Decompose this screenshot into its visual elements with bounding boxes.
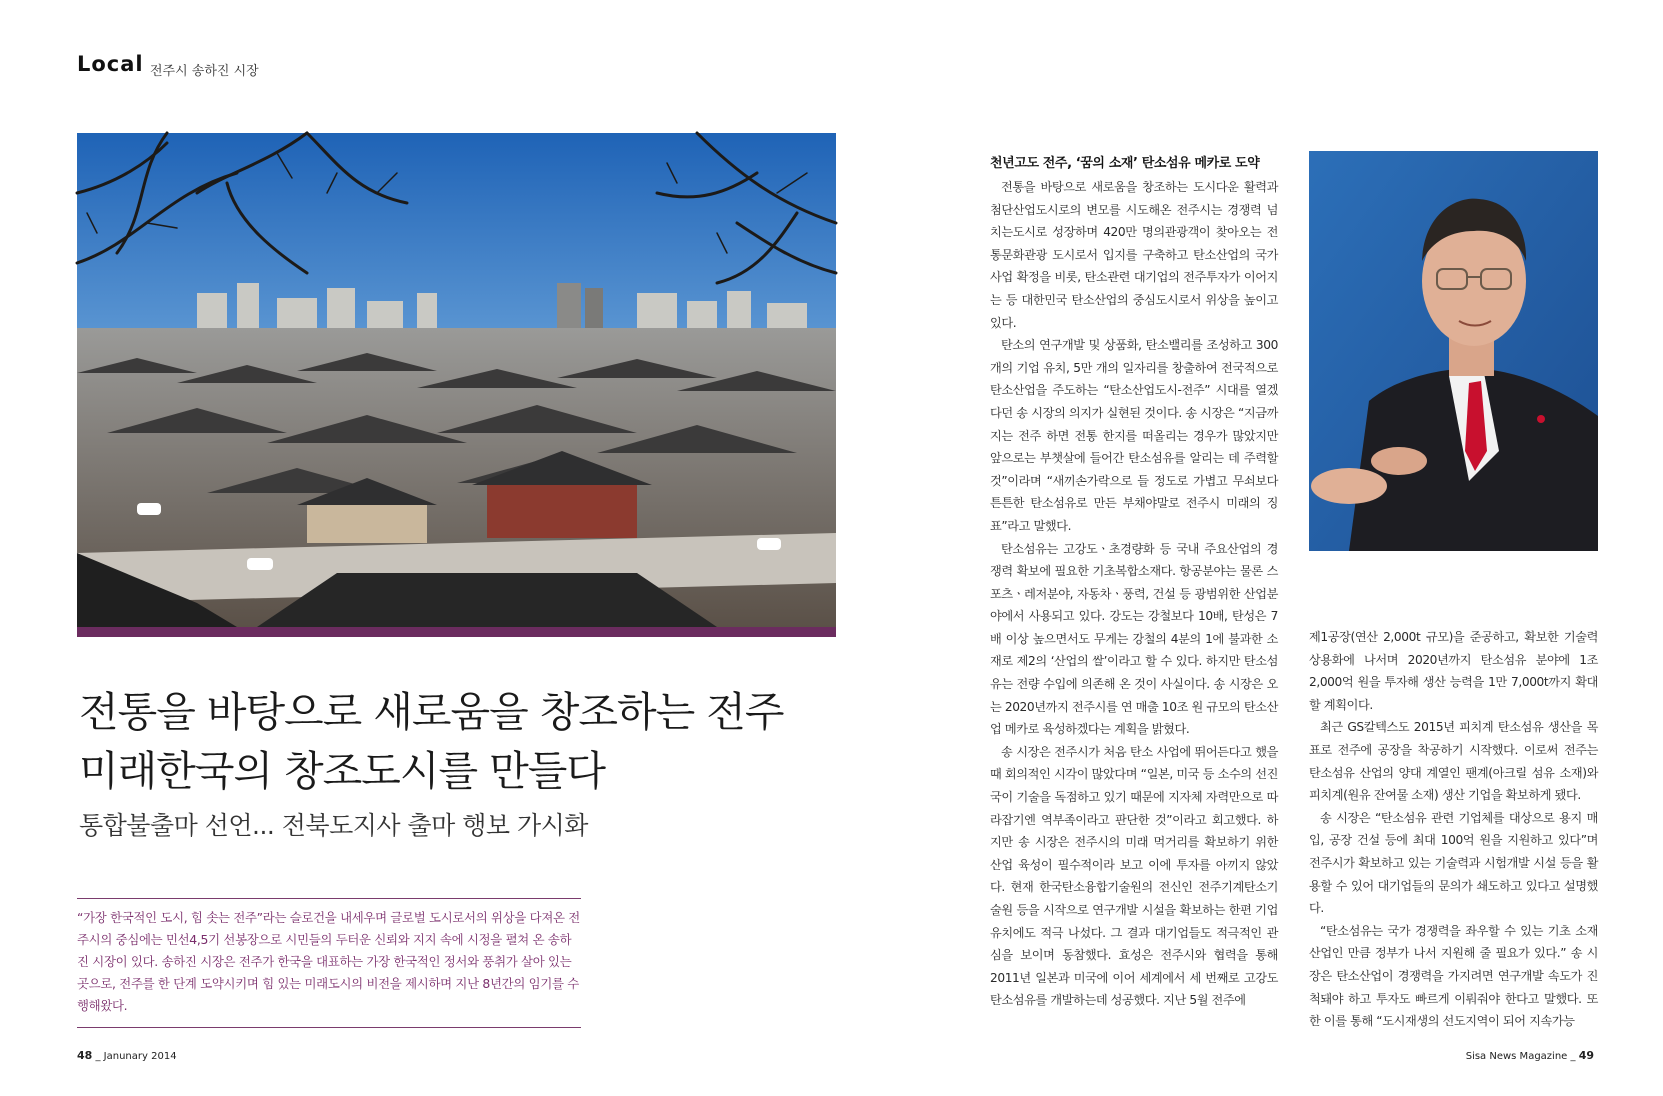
headline-line-1: 전통을 바탕으로 새로움을 창조하는 전주: [79, 688, 784, 736]
section-subtitle: 전주시 송하진 시장: [150, 64, 259, 79]
pull-quote: [77, 898, 581, 1028]
article-subhead: 통합불출마 선언... 전북도지사 출마 행보 가시화: [79, 811, 588, 840]
headline-line-2: 미래한국의 창조도시를 만들다: [79, 747, 605, 795]
page-number-left: 48: [77, 1049, 93, 1062]
body-paragraph: “탄소섬유는 국가 경쟁력을 좌우할 수 있는 기초 소재 산업인 만큼 정부가 나서 지원해 줄 필요가 있다.” 송 시장은 탄소산업이 경쟁력을 가지려면 연구개발 속도가 진척돼야 하고 투자도 빠르게 이뤄줘야 한다고 말했다. 또한 이를 통해 “도시재생의 선도지역이 되어 지속가능: [1309, 923, 1598, 1029]
page-number-right: 49: [1578, 1049, 1594, 1062]
body-column-1: [990, 176, 1278, 1012]
footer-date: _ Janunary 2014: [95, 1051, 177, 1062]
body-paragraph: 탄소섬유는 고강도ㆍ초경량화 등 국내 주요산업의 경쟁력 확보에 필요한 기초복합소재다. 항공분야는 물론 스포츠ㆍ레저분야, 자동차ㆍ풍력, 건설 등 광범위한 산업분야에서 사용되고 있다. 강도는 강철보다 10배, 탄성은 7배 이상 높으면서도 무게는 강철의 4분의 1에 불과한 소재로 제2의 ‘산업의 쌀’이라고 할 수 있다. 하지만 탄소섬유는 전량 수입에 의존해 온 것이 사실이다. 송 시장은 오는 2020년까지 전주시를 연 매출 10조 원 규모의 탄소산업 메카로 육성하겠다는 계획을 밝혔다.: [990, 541, 1279, 737]
body-paragraph: 송 시장은 전주시가 처음 탄소 사업에 뛰어든다고 했을 때 회의적인 시각이 많았다며 “일본, 미국 등 소수의 선진국이 기술을 독점하고 있기 때문에 지자체 자력만으로 따라잡기엔 역부족이라고 판단한 것”이라고 회고했다. 하지만 송 시장은 전주시의 미래 먹거리를 확보하기 위한 산업 육성이 필수적이라 보고 이에 투자를 아끼지 않았다. 현재 한국탄소융합기술원의 전신인 전주기계탄소기술원 등을 시작으로 연구개발 시설을 확보하는 한편 기업 유치에도 적극 나섰다. 그 결과 대기업들도 적극적인 관심을 보이며 동참했다. 효성은 전주시와 협력을 통해 2011년 일본과 미국에 이어 세계에서 세 번째로 고강도 탄소섬유를 개발하는데 성공했다. 지난 5월 전주에: [990, 744, 1278, 1008]
footer-right: [1466, 1049, 1594, 1062]
body-paragraph: 탄소의 연구개발 및 상품화, 탄소밸리를 조성하고 300개의 기업 유치, 5만 개의 일자리를 창출하여 전국적으로 탄소산업을 주도하는 “탄소산업도시-전주” 시대를 열겠다던 송 시장의 의지가 실현된 것이다. 송 시장은 “지금까지는 전주 하면 전통 한지를 떠올리는 경우가 많았지만 앞으로는 부챗살에 들어간 탄소섬유를 알리는 데 주력할 것”이라며 “새끼손가락으로 들 정도로 가볍고 무쇠보다 튼튼한 탄소섬유로 만든 부채야말로 전주시 미래의 징표”라고 말했다.: [990, 338, 1278, 533]
column-heading: 천년고도 전주, ‘꿈의 소재’ 탄소섬유 메카로 도약: [990, 156, 1260, 171]
body-column-2: [1309, 626, 1598, 1029]
footer-magazine-name: Sisa News Magazine _: [1465, 1051, 1576, 1062]
hanok-village-photo: [77, 133, 836, 627]
article-headline: [79, 683, 839, 801]
footer-left: [77, 1049, 177, 1062]
section-label: Local: [77, 52, 144, 76]
mayor-portrait-photo: [1309, 151, 1598, 551]
body-paragraph: 제1공장(연산 2,000t 규모)을 준공하고, 확보한 기술력 상용화에 나서며 2020년까지 탄소섬유 분야에 1조 2,000억 원을 투자해 생산 능력을 1만 7,000t까지 확대할 계획이다.: [1309, 630, 1598, 712]
body-paragraph: 전통을 바탕으로 새로움을 창조하는 도시다운 활력과 첨단산업도시로의 변모를 시도해온 전주시는 경쟁력 넘치는도시로 성장하며 420만 명의관광객이 찾아오는 전통문화관광 도시로서 입지를 구축하고 탄소산업의 국가사업 확정을 비롯, 탄소관련 대기업의 전주투자가 이어지는 등 대한민국 탄소산업의 중심도시로서 위상을 높이고 있다.: [990, 180, 1278, 330]
body-paragraph: 최근 GS칼텍스도 2015년 피치계 탄소섬유 생산을 목표로 전주에 공장을 착공하기 시작했다. 이로써 전주는 탄소섬유 산업의 양대 계열인 팬계(아크릴 섬유 소재)와 피치계(원유 잔여물 소재) 생산 기업을 확보하게 됐다.: [1309, 720, 1598, 803]
pull-quote-text: “가장 한국적인 도시, 힘 솟는 전주”라는 슬로건을 내세우며 글로벌 도시로서의 위상을 다져온 전주시의 중심에는 민선4,5기 선봉장으로 시민들의 두터운 신뢰와 지지 속에 시정을 펼쳐 온 송하진 시장이 있다. 송하진 시장은 전주가 한국을 대표하는 가장 한국적인 정서와 풍취가 살아 있는 곳으로, 전주를 한 단계 도약시키며 힘 있는 미래도시의 비전을 제시하며 지난 8년간의 임기를 수행해왔다.: [77, 910, 580, 1013]
photo-accent-strip: [77, 627, 836, 637]
body-paragraph: 송 시장은 “탄소섬유 관련 기업체를 대상으로 용지 매입, 공장 건설 등에 최대 100억 원을 지원하고 있다”며 전주시가 확보하고 있는 기술력과 시험개발 시설 등을 활용할 수 있어 대기업들의 문의가 쇄도하고 있다고 설명했다.: [1309, 810, 1598, 916]
